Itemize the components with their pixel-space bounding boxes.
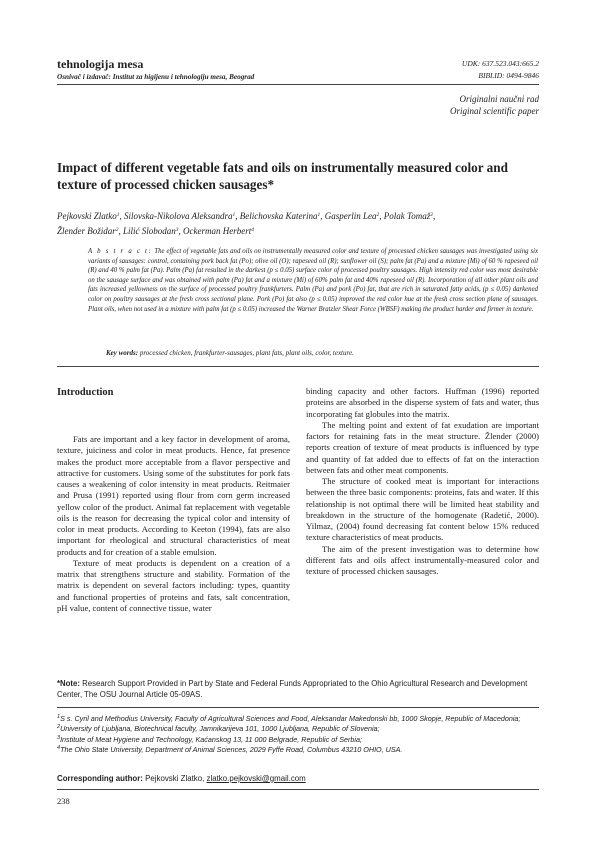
author: Ockerman Herbert <box>183 226 252 236</box>
author-affiliation-marker: 1 <box>232 212 236 218</box>
author-affiliation-marker: 1 <box>116 212 120 218</box>
affiliations-divider <box>57 707 539 708</box>
keywords <box>106 349 538 357</box>
affiliation <box>57 735 539 745</box>
note-label: *Note: <box>57 679 80 688</box>
keywords-text: processed chicken, frankfurter-sausages, plant fats, plant oils, color, texture. <box>139 349 354 357</box>
author: Polak Tomaž <box>383 211 431 221</box>
paper-title: Impact of different vegetable fats and oils on instrumentally measured color and texture of processed chicken sausages* <box>57 160 508 192</box>
header-divider <box>57 84 539 85</box>
author-affiliation-marker: 3 <box>175 227 179 233</box>
affiliation <box>57 745 539 755</box>
author-affiliation-marker: 2 <box>115 227 119 233</box>
author-affiliation-marker: 1 <box>317 212 321 218</box>
abstract <box>88 247 538 314</box>
author: Gasperlin Lea <box>324 211 377 221</box>
affiliation-text: S s. Cyril and Methodius University, Faculty of Agricultural Sciences and Food, Aleksandar Makedonski bb, 1000 Skopje, Republic of Macedonia; <box>60 714 521 723</box>
author-affiliation-marker: 2 <box>376 212 380 218</box>
paragraph: Texture of meat products is dependent on a creation of a matrix that strengthens structure and stability. Formation of the matrix is dependent on several factors including: types, quantity and functional properties of proteins and fats, salt concentration, pH value, content of connective tissue, water <box>57 557 290 613</box>
footer-divider <box>57 789 539 790</box>
body-column-left <box>57 434 290 614</box>
author: Belichovska Katerina <box>239 211 318 221</box>
author: Žlender Božidar <box>57 226 116 236</box>
paper-type-english: Original scientific paper <box>450 106 539 116</box>
paper-type-serbian: Originalni naučni rad <box>459 94 539 104</box>
paragraph: binding capacity and other factors. Huffman (1996) reported proteins are absorbed in the disperse system of fats and water, thus incorporating fat globules into the matrix. <box>306 386 539 419</box>
author-affiliation-marker: 2 <box>430 212 433 218</box>
affiliation-number: 4 <box>57 745 61 752</box>
affiliations <box>57 714 539 756</box>
affiliation-number: 1 <box>57 714 61 720</box>
journal-title: tehnologija mesa <box>57 57 144 71</box>
corresponding-email-link[interactable]: zlatko.pejkovski@gmail.com <box>206 774 306 783</box>
author-list: Pejkovski Zlatko$^1$, Silovska-Nikolova Aleksandra$^1$, Belichovska Katerina$^1$, Gasperlin Lea$^2$, Polak Tomaž$^2$, Žlender Božidar$^2$, Lilić Slobodan$^3$, Ockerman Herbert$^4$ <box>57 211 436 236</box>
page-number: 238 <box>57 796 70 806</box>
author-affiliation-marker: 4 <box>251 227 255 233</box>
affiliation-number: 2 <box>57 724 61 731</box>
keywords-label: Key words: <box>106 349 139 357</box>
abstract-text: The effect of vegetable fats and oils on instrumentally measured color and texture of processed chicken sausages was investigated using six variants of sausages: control, containing pork back fat (Po); olive oil (O); rapeseed oil (R); sunflower oil (S); palm fat (Pa) and a mixture (Mi) of 60 % rapeseed oil (R) and 40 % palm fat (Pa). Palm (Pa) fat resulted in the darkest (p ≤ 0.05) surface color of processed poultry sausages. High intensity red color was most desirable on the sausage surface and was obtained with palm (Pa) fat and a mixture (Mi) of 60% palm fat and 40% rapeseed oil (R). Incorporation of all other plant oils and fats increased yellowness on the surface of processed poultry frankfurters. Palm (Pa) and pork (Po) fat, that are rich in saturated fatty acids, (p ≤ 0.05) darkened color on poultry sausages at the fresh cross sectional plane. Pork (Po) fat also (p ≤ 0.05) improved the red color hue at the fresh cross section plane of sausages. Plant oils, when not used in a mixture with palm fat (p ≤ 0.05) increased the Warner Bratzler Shear Force (WBSF) making the product harder and firmer in texture. <box>88 248 538 313</box>
affiliation <box>57 714 539 724</box>
paragraph: Fats are important and a key factor in development of aroma, texture, juiciness and color in meat products. Hence, fat presence makes the product more acceptable from a flavor perspective and attractive for customers. Using some of the substitutes for pork fats causes a weakening of color intensity in meat products. Reitmaier and Prusa (1991) reported using flour from corn germ increased yellow color of the product. Animal fat replacement with vegetable oils is the reason for decreasing the typical color and intensity of color in meat products. According to Keeton (1994), fats are also important for rheological and structural characteristics of meat products and for creation of a stable emulsion. <box>57 434 290 557</box>
paragraph: The melting point and extent of fat exudation are important factors for retaining fats in the meat structure. Žlender (2000) reports creation of texture of meat products is influenced by type and quantity of fat added due to effects of fat on the interaction between fats and other meat components. <box>306 419 539 475</box>
abstract-label: A b s t r a c t: <box>88 248 153 255</box>
corresponding-name: Pejkovski Zlatko, <box>145 774 205 783</box>
funding-note <box>57 678 539 700</box>
author: Pejkovski Zlatko <box>57 211 117 221</box>
publisher-line: Osnivač i izdavač: Institut za higijenu i tehnologiju mesa, Beograd <box>57 73 255 81</box>
author: Lilić Slobodan <box>123 226 176 236</box>
corresponding-author <box>57 774 306 783</box>
corresponding-label: Corresponding author: <box>57 774 143 783</box>
affiliation-text: The Ohio State University, Department of Animal Sciences, 2029 Fyffe Road, Columbus 43210 OHIO, USA. <box>60 745 403 755</box>
author: Silovska-Nikolova Aleksandra <box>123 211 233 221</box>
biblid-code: BIBLID: 0494-9846 <box>478 71 539 80</box>
note-text: Research Support Provided in Part by State and Federal Funds Appropriated to the Ohio Agricultural Research and Development Center, The OSU Journal Article 05-09AS. <box>57 679 528 699</box>
affiliation-text: Institute of Meat Hygiene and Technology, Kaćanskog 13, 11 000 Belgrade, Republic of Serbia; <box>60 734 362 744</box>
affiliation-text: University of Ljubljana, Biotechnical faculty, Jamnikarijeva 101, 1000 Ljubljana, Republic of Slovenia; <box>60 724 380 734</box>
section-heading-introduction: Introduction <box>57 387 114 398</box>
paragraph: The aim of the present investigation was to determine how different fats and oils affect instrumentally-measured color and texture of processed chicken sausages. <box>306 543 539 576</box>
paragraph: The structure of cooked meat is important for interactions between the three basic components: proteins, fats and water. If this relationship is not optimal there will be limited heat stability and breakdown in the structure of the homogenate (Radetić, 2000). Yilmaz, (2004) found decreasing fat content below 15% reduced texture characteristics of meat products. <box>306 476 539 543</box>
udk-code: UDK: 637.523.043:665.2 <box>461 59 539 68</box>
affiliation <box>57 724 539 734</box>
affiliation-number: 3 <box>57 734 61 741</box>
abstract-divider <box>57 366 539 367</box>
body-column-right <box>306 386 539 577</box>
